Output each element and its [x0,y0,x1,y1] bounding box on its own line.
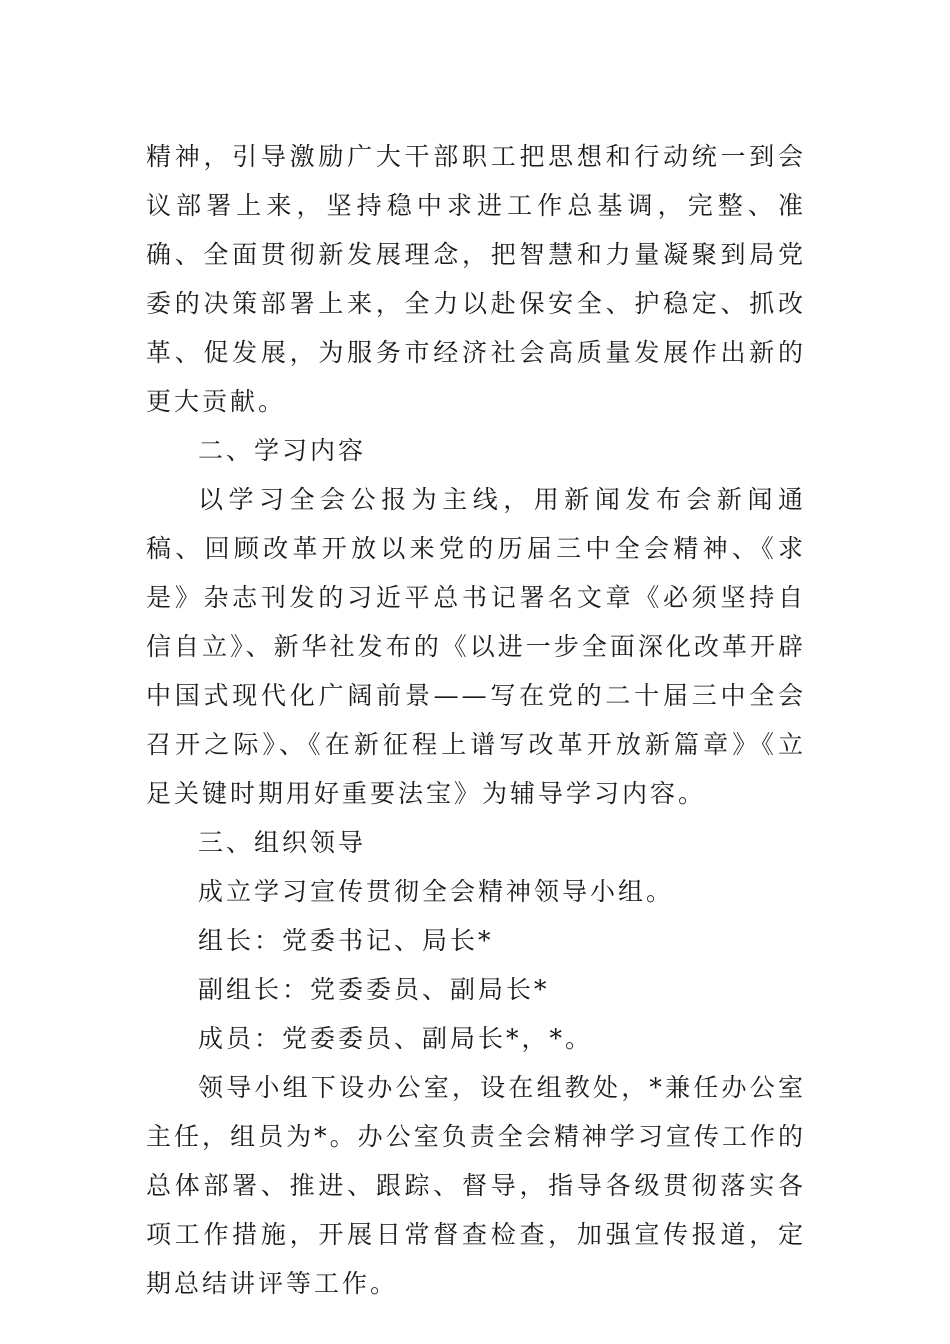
paragraph-continuation: 精神，引导激励广大干部职工把思想和行动统一到会议部署上来，坚持稳中求进工作总基调，完整、准确、全面贯彻新发展理念，把智慧和力量凝聚到局党委的决策部署上来，全力以赴保安全、护稳定、抓改革、促发展，为服务市经济社会高质量发展作出新的更大贡献。 [146,142,806,416]
paragraph-deputy-leader: 副组长：党委委员、副局长* [198,975,550,1004]
paragraph-leading-group: 成立学习宣传贯彻全会精神领导小组。 [198,877,675,906]
paragraph-study-content: 以学习全会公报为主线，用新闻发布会新闻通稿、回顾改革开放以来党的历届三中全会精神、《求是》杂志刊发的习近平总书记署名文章《必须坚持自信自立》、新华社发布的《以进一步全面深化改革开辟中国式现代化广阔前景——写在党的二十届三中全会召开之际》、《在新征程上谱写改革开放新篇章》《立足关键时期用好重要法宝》为辅导学习内容。 [146,485,806,808]
paragraph-members: 成员：党委委员、副局长*，*。 [198,1024,594,1053]
paragraph-group-leader: 组长：党委书记、局长* [198,926,494,955]
paragraph-office: 领导小组下设办公室，设在组教处，*兼任办公室主任，组员为*。办公室负责全会精神学习宣传工作的总体部署、推进、跟踪、督导，指导各级贯彻落实各项工作措施，开展日常督查检查，加强宣传报道，定期总结讲评等工作。 [146,1073,806,1298]
section-heading-study-content: 二、学习内容 [198,436,367,465]
section-heading-organization: 三、组织领导 [198,828,367,857]
document-body [146,132,806,1308]
